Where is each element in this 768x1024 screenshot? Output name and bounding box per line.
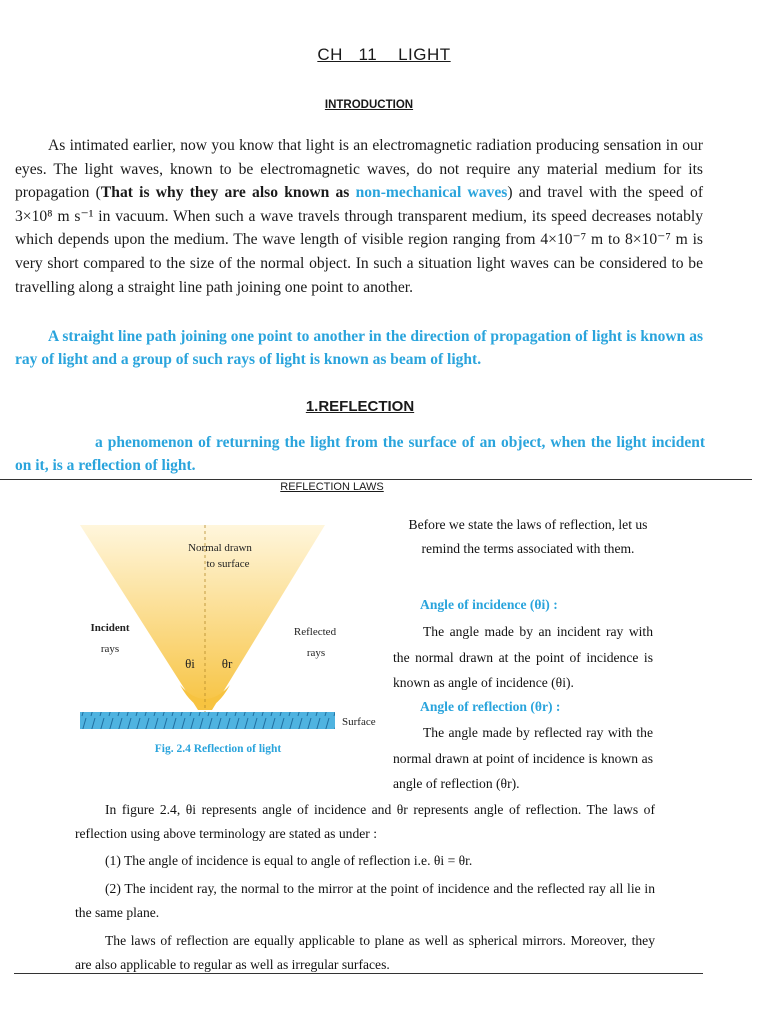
ray-definition bbox=[15, 325, 703, 372]
reflection-diagram bbox=[80, 525, 390, 785]
non-mechanical-waves-term: non-mechanical waves bbox=[355, 184, 508, 202]
intro-text-1: As intimated earlier, now you know that light is an electromagnetic radiation producing sensation in our eyes. The light waves, known to be electromagnetic waves, do not require any material medium for its propagation ( bbox=[15, 137, 703, 202]
section-divider bbox=[0, 479, 752, 480]
laws-applicability bbox=[75, 929, 655, 977]
reflected-label-1: Reflected bbox=[293, 626, 337, 638]
intro-bold-text: That is why they are also known as bbox=[100, 184, 356, 202]
reflection-definition bbox=[15, 432, 705, 477]
theta-i-label: θi bbox=[185, 656, 195, 671]
surface-label: Surface bbox=[342, 716, 376, 728]
reflected-label-2: rays bbox=[306, 647, 326, 659]
angle-of-incidence-heading: Angle of incidence (θi) : bbox=[420, 597, 558, 612]
angle-of-reflection-heading: Angle of reflection (θr) : bbox=[420, 699, 561, 714]
figure-explanation-text: In figure 2.4, θi represents angle of incidence and θr represents angle of reflection. The laws of reflection using above terminology are stated as under : bbox=[75, 802, 655, 841]
mirror-surface bbox=[80, 712, 335, 729]
normal-label-1: Normal drawn bbox=[188, 542, 252, 554]
reflection-definition-text: a phenomenon of returning the light from the surface of an object, when the light incident on it, is a reflection of light. bbox=[15, 434, 705, 474]
angle-of-reflection-text: The angle made by reflected ray with the normal drawn at point of incidence is known as angle of reflection (θr). bbox=[393, 725, 653, 792]
reflection-laws-heading: REFLECTION LAWS bbox=[280, 481, 384, 493]
normal-label-2: to surface bbox=[206, 558, 250, 570]
figure-caption: Fig. 2.4 Reflection of light bbox=[154, 743, 282, 755]
law-2 bbox=[75, 877, 655, 925]
reflection-figure bbox=[80, 525, 390, 785]
bottom-divider bbox=[14, 973, 703, 974]
chapter-title: CH 11 LIGHT bbox=[317, 45, 451, 64]
laws-applicability-text: The laws of reflection are equally applicable to plane as well as spherical mirrors. Moreover, they are also applicable to regular as well as irregular surfaces. bbox=[75, 933, 655, 972]
theta-r-label: θr bbox=[221, 656, 233, 671]
figure-explanation bbox=[75, 798, 655, 846]
reflection-heading: 1.REFLECTION bbox=[305, 398, 415, 415]
ray-definition-text: A straight line path joining one point to another in the direction of propagation of light is known as ray of light and a group of such rays of light is known as beam of light. bbox=[15, 328, 703, 369]
intro-text-2: ) and travel with the speed of 3×10⁸ m s⁻¹ in vacuum. When such a wave travels through transparent medium, its speed decreases notably which depends upon the medium. The wave length of visible region ranging from 4×10⁻⁷ m to 8×10⁻⁷ m is very short compared to the size of the normal object. In such a situation light waves can be considered to be travelling along a straight line path joining one point to another. bbox=[15, 184, 704, 296]
incident-label-2: rays bbox=[100, 643, 120, 655]
law-1-text: (1) The angle of incidence is equal to angle of reflection i.e. θi = θr. bbox=[105, 853, 473, 868]
terms-intro: Before we state the laws of reflection, let us remind the terms associated with them. bbox=[408, 517, 648, 556]
law-1 bbox=[75, 849, 655, 873]
incident-label-1: Incident bbox=[90, 622, 130, 634]
intro-paragraph bbox=[15, 134, 703, 299]
introduction-heading: INTRODUCTION bbox=[324, 99, 414, 111]
law-2-text: (2) The incident ray, the normal to the mirror at the point of incidence and the reflected ray all lie in the same plane. bbox=[75, 881, 655, 920]
angle-of-incidence-text: The angle made by an incident ray with the normal drawn at the point of incidence is known as angle of incidence (θi). bbox=[393, 624, 653, 691]
